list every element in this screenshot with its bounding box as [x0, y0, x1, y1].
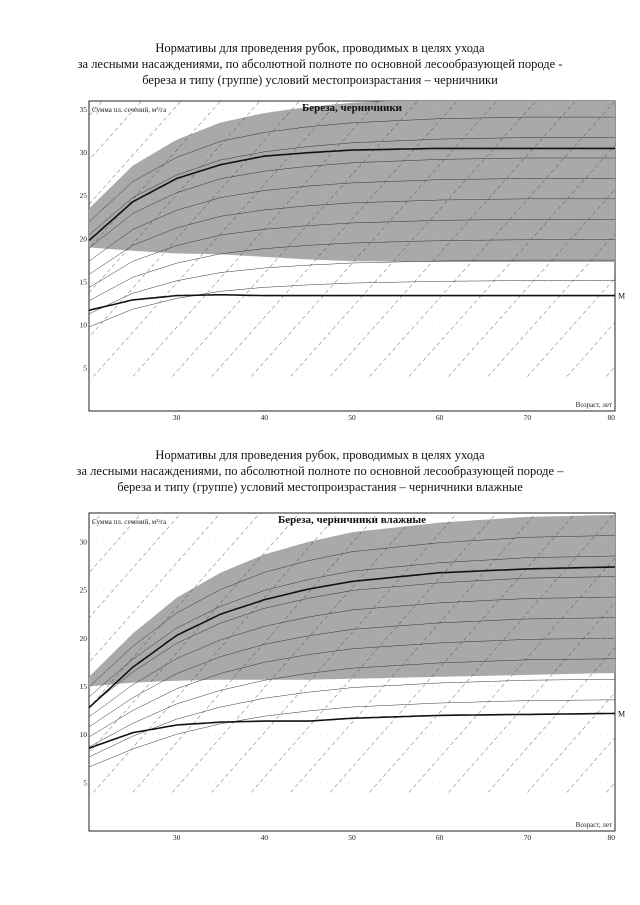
y-axis-label: Сумма пл. сечений, м²/га	[92, 106, 167, 114]
guide-curve	[89, 281, 615, 327]
y-tick-label: 20	[79, 234, 87, 244]
y-tick-label: 30	[79, 537, 87, 547]
chart-title: Береза, черничники	[301, 102, 403, 114]
y-tick-label: 15	[79, 681, 87, 691]
chart-birch-bilberry	[75, 93, 625, 429]
x-axis-label: Возраст, лет	[575, 401, 612, 409]
x-axis-label: Возраст, лет	[575, 821, 612, 829]
hatch-line	[0, 513, 23, 792]
hatch-line	[0, 513, 63, 792]
heading-1-line-2: за лесными насаждениями, по абсолютной полноте по основной лесообразующей породе -	[77, 57, 563, 71]
guide-curve	[89, 700, 615, 767]
chart-title: Береза, черничники влажные	[277, 514, 427, 526]
heading-1-line-1: Нормативы для проведения рубок, проводимых в целях ухода	[155, 41, 485, 55]
y-tick-label: 35	[79, 105, 87, 115]
x-tick-label: 30	[172, 833, 181, 842]
y-tick-label: 30	[79, 148, 87, 158]
y-tick-label: 25	[79, 191, 87, 201]
hatch-line	[0, 513, 102, 792]
x-tick-label: 40	[260, 833, 269, 842]
x-tick-label: 40	[260, 413, 269, 422]
y-tick-label: 25	[79, 585, 87, 595]
m-curve-label: М	[618, 709, 626, 719]
heading-1-line-3: береза и типу (группе) условий местопроизрастания – черничники	[142, 73, 498, 87]
x-tick-label: 30	[172, 413, 181, 422]
guide-curve	[89, 260, 615, 314]
m-curve	[89, 713, 615, 748]
x-tick-label: 70	[523, 833, 532, 842]
x-tick-label: 60	[435, 413, 444, 422]
x-tick-label: 50	[348, 833, 356, 842]
y-tick-label: 5	[83, 778, 87, 788]
x-tick-label: 50	[348, 413, 356, 422]
hatch-line	[0, 101, 23, 377]
chart-birch-bilberry-wet	[75, 505, 626, 842]
x-tick-label: 60	[435, 833, 444, 842]
heading-1	[40, 40, 600, 88]
normative-band	[89, 515, 615, 687]
m-curve-label: М	[618, 291, 626, 301]
heading-2	[40, 447, 600, 495]
x-tick-label: 80	[607, 413, 615, 422]
x-tick-label: 80	[607, 833, 615, 842]
y-tick-label: 5	[83, 363, 87, 373]
y-tick-label: 15	[79, 277, 87, 287]
y-tick-label: 10	[79, 320, 87, 330]
heading-2-line-3: береза и типу (группе) условий местопроизрастания – черничники влажные	[117, 480, 523, 494]
heading-2-line-1: Нормативы для проведения рубок, проводимых в целях ухода	[155, 448, 485, 462]
y-axis-label: Сумма пл. сечений, м²/га	[92, 518, 167, 526]
y-tick-label: 20	[79, 633, 87, 643]
x-tick-label: 70	[523, 413, 532, 422]
heading-2-line-2: за лесными насаждениями, по абсолютной полноте по основной лесообразующей породе –	[76, 464, 564, 478]
hatch-line	[0, 101, 63, 377]
y-tick-label: 10	[79, 730, 87, 740]
